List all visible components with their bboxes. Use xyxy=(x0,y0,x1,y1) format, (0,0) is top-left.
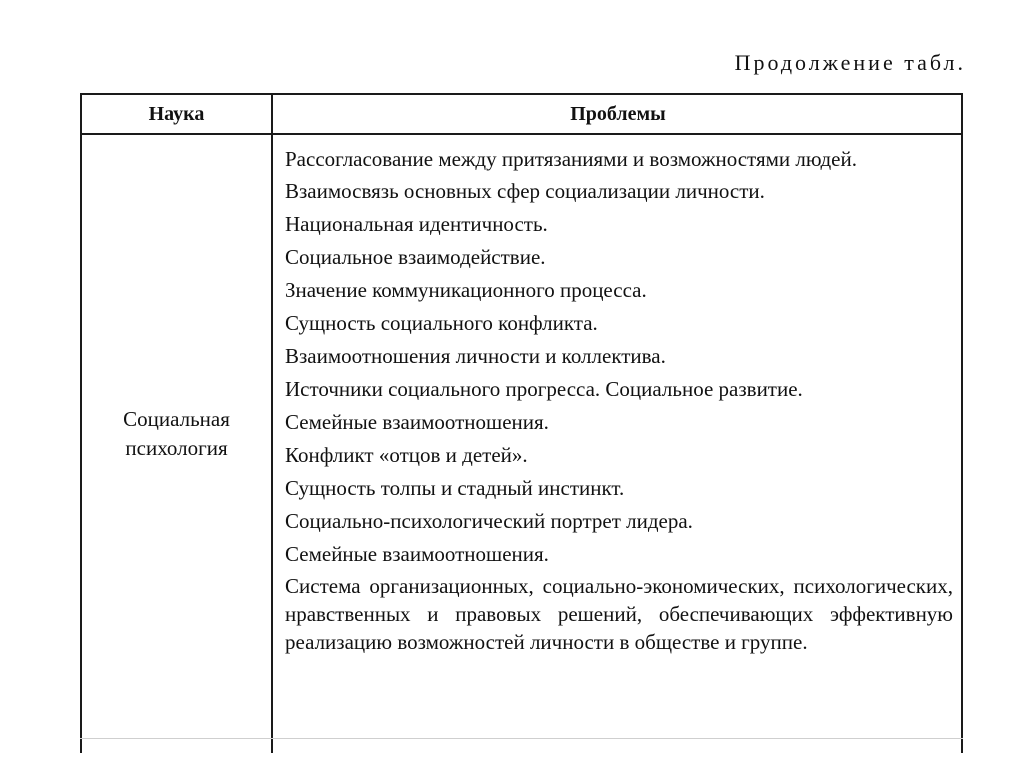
header-science: Наука xyxy=(148,103,205,125)
problem-item: Рассогласование между притязаниями и возможностями людей. xyxy=(285,147,857,171)
problem-item: Конфликт «отцов и детей». xyxy=(285,443,528,467)
science-name-line-1: Социальная xyxy=(123,407,230,431)
table-header-row xyxy=(82,95,961,135)
problem-item: Взаимосвязь основных сфер социализации личности. xyxy=(285,179,765,203)
problem-item: Национальная идентичность. xyxy=(285,212,548,236)
header-problems: Проблемы xyxy=(570,103,666,125)
problem-item: Семейные взаимоотношения. xyxy=(285,410,549,434)
problems-table xyxy=(80,93,963,753)
column-divider xyxy=(271,95,273,753)
table-continuation-caption: Продолжение табл. xyxy=(734,50,966,75)
problem-item: Значение коммуникационного процесса. xyxy=(285,278,647,302)
problem-item: Социальное взаимодействие. xyxy=(285,245,546,269)
problem-item: Социально-психологический портрет лидера. xyxy=(285,509,693,533)
problem-item: Источники социального прогресса. Социальное развитие. xyxy=(285,377,803,401)
science-cell xyxy=(82,405,271,463)
problem-item: Сущность социального конфликта. xyxy=(285,311,598,335)
problem-item: Семейные взаимоотношения. xyxy=(285,542,549,566)
science-name-line-2: психология xyxy=(125,436,228,460)
problem-item: Система организационных, социально-экономических, психологических, нравственных и правовых решений, обеспечивающих эффективную реализацию возможностей личности в обществе и группе. xyxy=(285,574,953,654)
problems-list xyxy=(285,145,953,659)
problem-item: Взаимоотношения личности и коллектива. xyxy=(285,344,666,368)
problem-item: Сущность толпы и стадный инстинкт. xyxy=(285,476,625,500)
table-bottom-edge xyxy=(80,738,963,739)
